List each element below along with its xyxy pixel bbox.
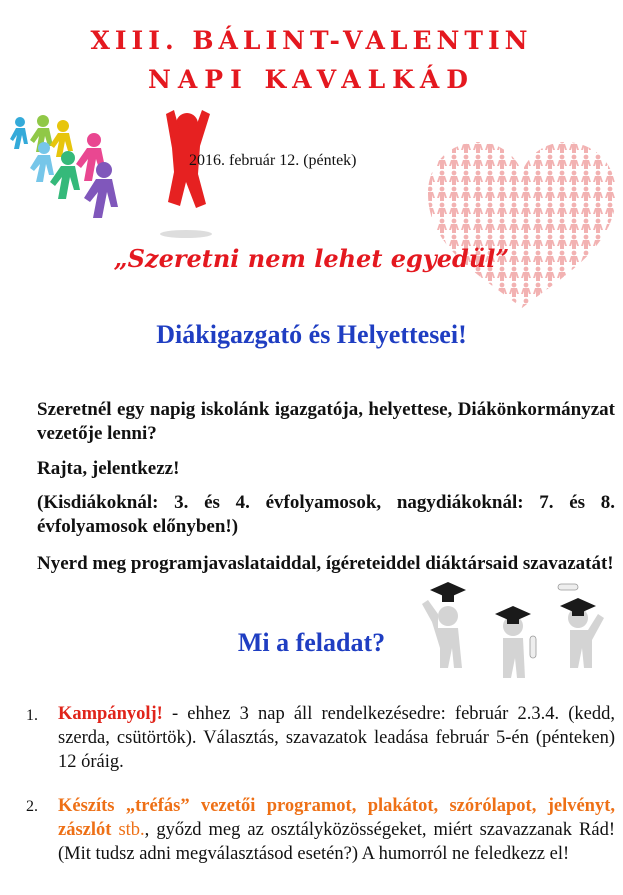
list-number-2: 2. — [26, 798, 38, 815]
list-item-campaign — [58, 702, 615, 774]
poster-title-line2: NAPI KAVALKÁD — [148, 65, 475, 94]
program-highlight: Készíts „tréfás” vezetői programot, plakátot, szórólapot, jelvényt, zászlót — [58, 796, 615, 840]
event-date: 2016. február 12. (péntek) — [189, 152, 357, 169]
campaign-highlight: Kampányolj! — [58, 704, 163, 724]
heart-of-people-illustration — [424, 138, 620, 313]
section-heading-task: Mi a feladat? — [237, 628, 386, 657]
list-item-program — [58, 794, 615, 866]
poster-motto: „Szeretni nem lehet egyedül” — [113, 244, 510, 273]
section-heading-student-principal: Diákigazgató és Helyettesei! — [156, 320, 467, 349]
program-text: , győzd meg az osztályközösségeket, miért szavazzanak Rád! (Mit tudsz adni megválasztásod esetén?) A humorról ne feledkezz el! — [58, 820, 615, 864]
list-number-1: 1. — [26, 707, 38, 724]
poster-title-line1: XIII. BÁLINT-VALENTIN — [90, 26, 533, 55]
call-to-apply: Rajta, jelentkezz! — [37, 458, 180, 479]
program-highlight-etc: stb. — [111, 820, 145, 840]
win-votes-paragraph — [37, 552, 615, 576]
win-votes-text: Nyerd meg programjavaslataiddal, ígéreteiddel diáktársaid szavazatát! — [37, 553, 614, 574]
intro-paragraph: Szeretnél egy napig iskolánk igazgatója, helyettese, Diákönkormányzat vezetője lenni? — [37, 399, 615, 444]
campaign-text: - ehhez 3 nap áll rendelkezésedre: február 2.3.4. (kedd, szerda, csütörtök). Választás, szavazatok leadása február 5-én (pénteken) 12 óráig. — [58, 704, 615, 772]
eligibility-note: (Kisdiákoknál: 3. és 4. évfolyamosok, nagydiákoknál: 7. és 8. évfolyamosok előnyben!) — [37, 492, 615, 537]
running-figures-illustration — [6, 108, 214, 240]
